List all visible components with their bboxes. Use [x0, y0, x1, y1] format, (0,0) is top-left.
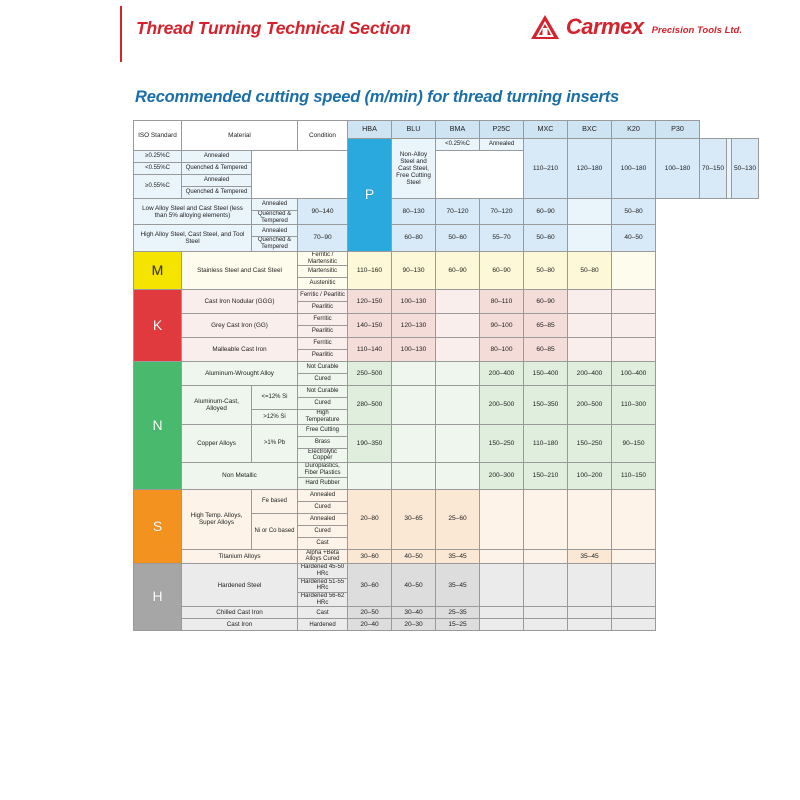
table-row: [134, 386, 759, 398]
material-subtype: <0.55%C: [134, 163, 182, 175]
table-row: [134, 489, 759, 501]
speed-value-blu: [392, 463, 436, 489]
condition-label: Annealed: [480, 139, 524, 151]
material-name: Chilled Cast Iron: [182, 607, 298, 619]
speed-value-p25c: 90–100: [480, 314, 524, 338]
speed-value-bxc: [568, 314, 612, 338]
speed-value-k20: [612, 549, 656, 563]
condition-label: Quenched & Tempered: [182, 163, 252, 175]
condition-label: Free Cutting: [298, 424, 348, 436]
material-name: Cast Iron: [182, 619, 298, 631]
speed-value-bxc: 50–80: [568, 251, 612, 289]
speed-value-bma: 60–90: [436, 251, 480, 289]
material-subtype: <=12% Si: [252, 386, 298, 410]
header-iso-standard: ISO Standard: [134, 121, 182, 151]
speed-value-mxc: [524, 564, 568, 607]
material-subtype: ≥0.25%C: [134, 151, 182, 163]
speed-value-hba: 120–150: [348, 290, 392, 314]
material-subtype: Fe based: [252, 489, 298, 513]
speed-value-blu: 80–130: [392, 199, 436, 225]
speed-value-bxc: [568, 290, 612, 314]
speed-value-k20: 50–80: [612, 199, 656, 225]
material-name: Hardened Steel: [182, 564, 298, 607]
speed-value-hba: 30–60: [348, 564, 392, 607]
speed-value-p25c: 100–180: [656, 139, 700, 199]
condition-label: Brass: [298, 436, 348, 448]
condition-label: Alpha +Beta Alloys Cured: [298, 549, 348, 563]
material-name: Non Metallic: [182, 463, 298, 489]
speed-value-blu: 120–180: [568, 139, 612, 199]
condition-label: Ferritic: [298, 314, 348, 326]
condition-label: Cured: [298, 501, 348, 513]
speed-value-hba: 70–90: [298, 225, 348, 251]
material-subtype: >12% Si: [252, 410, 298, 424]
speed-value-mxc: 65–85: [524, 314, 568, 338]
table-row: [134, 607, 759, 619]
condition-label: Austenitic: [298, 278, 348, 290]
speed-value-bxc: [568, 607, 612, 619]
speed-value-k20: [612, 314, 656, 338]
speed-value-p25c: 70–120: [480, 199, 524, 225]
speed-value-bma: [436, 463, 480, 489]
material-name: Non-Alloy Steel and Cast Steel, Free Cutting Steel: [392, 139, 436, 199]
material-name: Stainless Steel and Cast Steel: [182, 251, 298, 289]
speed-value-bma: 35–45: [436, 564, 480, 607]
condition-label: Ferritic / Pearlitic: [298, 290, 348, 302]
speed-value-bxc: [568, 564, 612, 607]
header-grade-hba: HBA: [348, 121, 392, 139]
header-grade-bxc: BXC: [568, 121, 612, 139]
speed-value-p25c: 150–250: [480, 424, 524, 462]
speed-value-hba: 250–500: [348, 362, 392, 386]
table-header-row: [134, 121, 759, 139]
condition-label: Cured: [298, 525, 348, 537]
speed-value-bxc: 200–500: [568, 386, 612, 424]
speed-value-hba: 110–160: [348, 251, 392, 289]
speed-value-blu: [392, 424, 436, 462]
speed-value-hba: [348, 463, 392, 489]
material-name: Low Alloy Steel and Cast Steel (less than 5% alloying elements): [134, 199, 252, 225]
speed-value-bma: [436, 424, 480, 462]
speed-value-mxc: 150–400: [524, 362, 568, 386]
speed-value-p25c: 80–100: [480, 338, 524, 362]
speed-value-bma: 70–120: [436, 199, 480, 225]
speed-value-bxc: 100–200: [568, 463, 612, 489]
table-row: [134, 199, 759, 211]
table-row: [134, 290, 759, 302]
speed-value-blu: 100–130: [392, 338, 436, 362]
brand-logo: [530, 14, 742, 40]
speed-value-mxc: 110–180: [524, 424, 568, 462]
speed-value-blu: 40–50: [392, 564, 436, 607]
brand-tagline: Precision Tools Ltd.: [651, 24, 742, 36]
speed-value-bma: [436, 386, 480, 424]
table-row: [134, 225, 759, 237]
speed-value-blu: 60–80: [392, 225, 436, 251]
section-subtitle: Recommended cutting speed (m/min) for thread turning inserts: [135, 88, 619, 106]
header-grade-k20: K20: [612, 121, 656, 139]
speed-value-hba: 30–60: [348, 549, 392, 563]
condition-label: Annealed: [298, 489, 348, 501]
iso-group-M: M: [134, 251, 182, 289]
speed-value-hba: 20–40: [348, 619, 392, 631]
condition-label: Annealed: [252, 199, 298, 211]
condition-label: Pearlitic: [298, 302, 348, 314]
condition-label: Hardened: [298, 619, 348, 631]
iso-group-N: N: [134, 362, 182, 489]
speed-value-hba: 110–210: [524, 139, 568, 199]
condition-label: Electrolytic Copper: [298, 448, 348, 462]
speed-value-mxc: [524, 607, 568, 619]
speed-value-p25c: 200–300: [480, 463, 524, 489]
speed-value-mxc: [524, 549, 568, 563]
condition-label: Hard Rubber: [298, 477, 348, 489]
material-subtype: ≥0.55%C: [134, 175, 182, 199]
speed-value-bxc: [568, 225, 612, 251]
header-divider-rule: [120, 6, 122, 62]
speed-value-blu: 30–65: [392, 489, 436, 549]
speed-value-bma: 25–35: [436, 607, 480, 619]
speed-value-k20: 40–50: [612, 225, 656, 251]
speed-value-bxc: [568, 619, 612, 631]
speed-value-bxc: [568, 199, 612, 225]
speed-value-blu: [392, 386, 436, 424]
speed-value-bma: 15–25: [436, 619, 480, 631]
condition-label: Not Curable: [298, 386, 348, 398]
speed-value-blu: 40–50: [392, 549, 436, 563]
condition-label: Hardened 51-55 HRc: [298, 578, 348, 592]
speed-value-hba: 190–350: [348, 424, 392, 462]
speed-value-bxc: 200–400: [568, 362, 612, 386]
speed-value-bma: [436, 314, 480, 338]
speed-value-blu: 20–30: [392, 619, 436, 631]
speed-value-bma: 50–60: [436, 225, 480, 251]
speed-value-blu: 30–40: [392, 607, 436, 619]
condition-label: Hardened 56-62 HRc: [298, 592, 348, 606]
speed-value-p25c: 200–500: [480, 386, 524, 424]
material-name: Aluminum-Wrought Alloy: [182, 362, 298, 386]
material-name: High Temp. Alloys, Super Alloys: [182, 489, 252, 549]
table-row: [134, 564, 759, 578]
iso-group-S: S: [134, 489, 182, 563]
material-name: Aluminum-Cast, Alloyed: [182, 386, 252, 424]
condition-label: Ferritic: [298, 338, 348, 350]
header-material: Material: [182, 121, 298, 151]
speed-value-k20: 90–150: [612, 424, 656, 462]
speed-value-mxc: [524, 489, 568, 549]
speed-value-k20: [612, 607, 656, 619]
table-row: [134, 424, 759, 436]
condition-label: Duroplastics, Fiber Plastics: [298, 463, 348, 477]
speed-value-bxc: [568, 489, 612, 549]
speed-value-k20: 100–400: [612, 362, 656, 386]
speed-value-blu: 120–130: [392, 314, 436, 338]
speed-value-p25c: 60–90: [480, 251, 524, 289]
speed-value-mxc: 50–80: [524, 251, 568, 289]
speed-value-k20: [612, 489, 656, 549]
page-header: [28, 0, 772, 66]
table-row: [134, 619, 759, 631]
speed-value-bxc: 35–45: [568, 549, 612, 563]
speed-value-mxc: 60–85: [524, 338, 568, 362]
condition-label: Cured: [298, 374, 348, 386]
material-subtype: Ni or Co based: [252, 513, 298, 549]
header-grade-blu: BLU: [392, 121, 436, 139]
header-grade-p30: P30: [656, 121, 700, 139]
condition-label: Not Curable: [298, 362, 348, 374]
speed-value-hba: 140–150: [348, 314, 392, 338]
condition-label: High Temperature: [298, 410, 348, 424]
table-row: [134, 362, 759, 374]
condition-label: Annealed: [182, 151, 252, 163]
table-row: [134, 314, 759, 326]
speed-value-hba: 90–140: [298, 199, 348, 225]
table-row: [134, 549, 759, 563]
speed-value-mxc: [524, 619, 568, 631]
condition-label: Quenched & Tempered: [252, 211, 298, 225]
condition-label: Hardened 45-50 HRc: [298, 564, 348, 578]
condition-label: Pearlitic: [298, 326, 348, 338]
speed-value-k20: [612, 564, 656, 607]
table-row: [134, 338, 759, 350]
speed-value-hba: 20–80: [348, 489, 392, 549]
condition-label: Ferritic / Martensitic: [298, 251, 348, 265]
header-grade-bma: BMA: [436, 121, 480, 139]
iso-group-H: H: [134, 564, 182, 631]
speed-value-bxc: [568, 338, 612, 362]
speed-value-mxc: 50–60: [524, 225, 568, 251]
condition-label: Annealed: [252, 225, 298, 237]
speed-value-k20: 110–150: [612, 463, 656, 489]
speed-value-blu: 100–130: [392, 290, 436, 314]
speed-value-p25c: [480, 549, 524, 563]
material-name: Cast Iron Nodular (GGG): [182, 290, 298, 314]
condition-label: Annealed: [298, 513, 348, 525]
page-title: Thread Turning Technical Section: [136, 18, 411, 38]
speed-value-mxc: 60–90: [524, 199, 568, 225]
condition-label: Quenched & Tempered: [182, 187, 252, 199]
brand-name: Carmex: [565, 14, 644, 39]
material-name: Titanium Alloys: [182, 549, 298, 563]
table-row: [134, 463, 759, 477]
iso-group-P: P: [348, 139, 392, 252]
condition-label: Cured: [298, 398, 348, 410]
speed-value-k20: [612, 251, 656, 289]
condition-label: Annealed: [182, 175, 252, 187]
speed-value-p25c: 200–400: [480, 362, 524, 386]
material-name: Grey Cast Iron (GG): [182, 314, 298, 338]
speed-value-p25c: 55–70: [480, 225, 524, 251]
material-name: Malleable Cast Iron: [182, 338, 298, 362]
speed-value-mxc: 70–150: [700, 139, 727, 199]
carmex-logo-icon: [530, 14, 560, 40]
speed-value-bma: [436, 362, 480, 386]
speed-value-k20: [612, 338, 656, 362]
header-grade-p25c: P25C: [480, 121, 524, 139]
speed-value-k20: 110–300: [612, 386, 656, 424]
speed-value-blu: 90–130: [392, 251, 436, 289]
condition-label: Martensitic: [298, 266, 348, 278]
speed-value-k20: 50–130: [732, 139, 759, 199]
speed-value-hba: 280–500: [348, 386, 392, 424]
material-subtype: >1% Pb: [252, 424, 298, 462]
speed-value-bma: 100–180: [612, 139, 656, 199]
speed-value-bma: [436, 290, 480, 314]
cutting-speed-table: [133, 120, 759, 631]
speed-value-blu: [392, 362, 436, 386]
table-row: [134, 251, 759, 265]
speed-value-p25c: [480, 607, 524, 619]
speed-value-p25c: [480, 564, 524, 607]
speed-value-bma: [436, 338, 480, 362]
material-name: High Alloy Steel, Cast Steel, and Tool Steel: [134, 225, 252, 251]
speed-value-mxc: 150–210: [524, 463, 568, 489]
speed-value-bma: 25–60: [436, 489, 480, 549]
speed-value-mxc: 60–90: [524, 290, 568, 314]
speed-value-mxc: 150–350: [524, 386, 568, 424]
speed-value-p25c: [480, 619, 524, 631]
condition-label: Cast: [298, 607, 348, 619]
speed-value-hba: 110–140: [348, 338, 392, 362]
material-name: Copper Alloys: [182, 424, 252, 462]
speed-value-p25c: [480, 489, 524, 549]
condition-label: Quenched & Tempered: [252, 237, 298, 251]
condition-label: Pearlitic: [298, 350, 348, 362]
speed-value-k20: [612, 290, 656, 314]
speed-value-bxc: 150–250: [568, 424, 612, 462]
speed-value-bma: 35–45: [436, 549, 480, 563]
condition-label: Cast: [298, 537, 348, 549]
speed-value-p25c: 80–110: [480, 290, 524, 314]
iso-group-K: K: [134, 290, 182, 362]
material-subtype: <0.25%C: [436, 139, 480, 151]
header-grade-mxc: MXC: [524, 121, 568, 139]
speed-value-hba: 20–50: [348, 607, 392, 619]
speed-value-k20: [612, 619, 656, 631]
header-condition: Condition: [298, 121, 348, 151]
